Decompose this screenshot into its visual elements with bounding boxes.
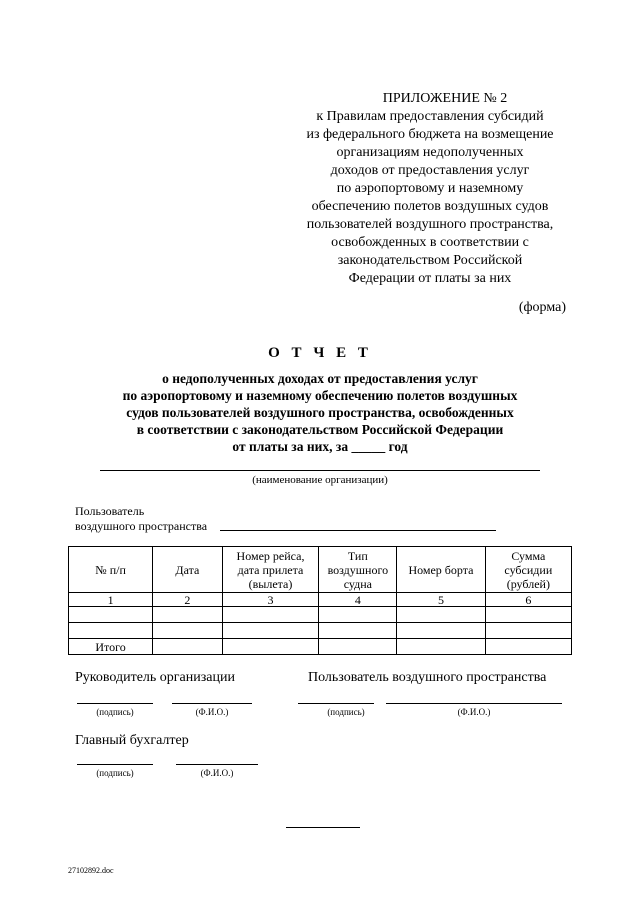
user-label-line-2: воздушного пространства [75, 519, 208, 533]
org-name-line [100, 470, 540, 471]
accountant-name-line [176, 764, 258, 765]
accountant-signature-title: Главный бухгалтер [75, 733, 189, 748]
subtitle-line: в соответствии с законодательством Российской Федерации [136, 422, 504, 437]
header-cell: Дата [153, 547, 222, 593]
table-header-row [69, 547, 572, 593]
table-cell [222, 639, 319, 655]
table-cell [153, 639, 222, 655]
table-cell [397, 639, 485, 655]
user-sign-caption: (подпись) [327, 707, 365, 717]
table-cell [319, 607, 397, 623]
appendix-line: обеспечению полетов воздушных судов [311, 199, 549, 214]
user-label-line-1: Пользователь [75, 504, 145, 518]
appendix-line: к Правилам предоставления субсидий [316, 109, 544, 124]
table-cell [153, 623, 222, 639]
subtitle-line: о недополученных доходах от предоставления услуг [162, 371, 478, 386]
subtitle-line: судов пользователей воздушного пространства, освобожденных [126, 405, 514, 420]
appendix-line: законодательством Российской [337, 253, 523, 268]
head-sign-line [77, 703, 153, 704]
accountant-sign-caption: (подпись) [96, 768, 134, 778]
table-cell [397, 623, 485, 639]
appendix-block [270, 90, 590, 288]
table-cell [397, 607, 485, 623]
head-name-line [172, 703, 252, 704]
total-label: Итого [69, 639, 153, 655]
appendix-line: доходов от предоставления услуг [330, 163, 530, 178]
table-cell [222, 607, 319, 623]
appendix-line: по аэропортовому и наземному [336, 181, 524, 196]
header-cell: Номер борта [397, 547, 485, 593]
appendix-line: организациям недополученных [336, 145, 524, 160]
accountant-name-caption: (Ф.И.О.) [200, 768, 234, 778]
airspace-user-label [75, 504, 207, 534]
table-cell [69, 607, 153, 623]
table-row [69, 623, 572, 639]
form-label: (форма) [518, 300, 566, 315]
header-cell: Номер рейса, дата прилета (вылета) [222, 547, 319, 593]
appendix-line: освобожденных в соответствии с [331, 235, 529, 250]
appendix-line: ПРИЛОЖЕНИЕ № 2 [382, 91, 508, 106]
org-name-caption: (наименование организации) [252, 474, 388, 486]
table-cell [485, 607, 571, 623]
number-cell: 6 [485, 593, 571, 607]
table-cell [319, 623, 397, 639]
table-cell [69, 623, 153, 639]
table-cell [222, 623, 319, 639]
number-cell: 4 [319, 593, 397, 607]
number-cell: 1 [69, 593, 153, 607]
airspace-user-line [220, 530, 496, 531]
appendix-line: из федерального бюджета на возмещение [306, 127, 554, 142]
doc-id: 27102892.doc [68, 866, 114, 875]
header-cell: Тип воздушного судна [319, 547, 397, 593]
end-separator [286, 827, 360, 828]
report-table [68, 546, 572, 655]
report-title: О Т Ч Е Т [268, 345, 372, 361]
head-sign-caption: (подпись) [96, 707, 134, 717]
report-subtitle [100, 370, 540, 455]
header-cell: Сумма субсидии (рублей) [485, 547, 571, 593]
subtitle-line: от платы за них, за _____ год [232, 439, 408, 454]
table-number-row [69, 593, 572, 607]
user-signature-title: Пользователь воздушного пространства [308, 670, 547, 685]
number-cell: 5 [397, 593, 485, 607]
subtitle-line: по аэропортовому и наземному обеспечению полетов воздушных [122, 388, 518, 403]
head-signature-title: Руководитель организации [75, 670, 235, 685]
appendix-line: пользователей воздушного пространства, [306, 217, 554, 232]
user-name-line [386, 703, 562, 704]
appendix-line: Федерации от платы за них [348, 271, 512, 286]
number-cell: 2 [153, 593, 222, 607]
head-name-caption: (Ф.И.О.) [195, 707, 229, 717]
table-cell [485, 639, 571, 655]
table-total-row [69, 639, 572, 655]
table-cell [485, 623, 571, 639]
table-cell [153, 607, 222, 623]
number-cell: 3 [222, 593, 319, 607]
user-sign-line [298, 703, 374, 704]
header-cell: № п/п [69, 547, 153, 593]
table-row [69, 607, 572, 623]
table-cell [319, 639, 397, 655]
accountant-sign-line [77, 764, 153, 765]
user-name-caption: (Ф.И.О.) [457, 707, 491, 717]
